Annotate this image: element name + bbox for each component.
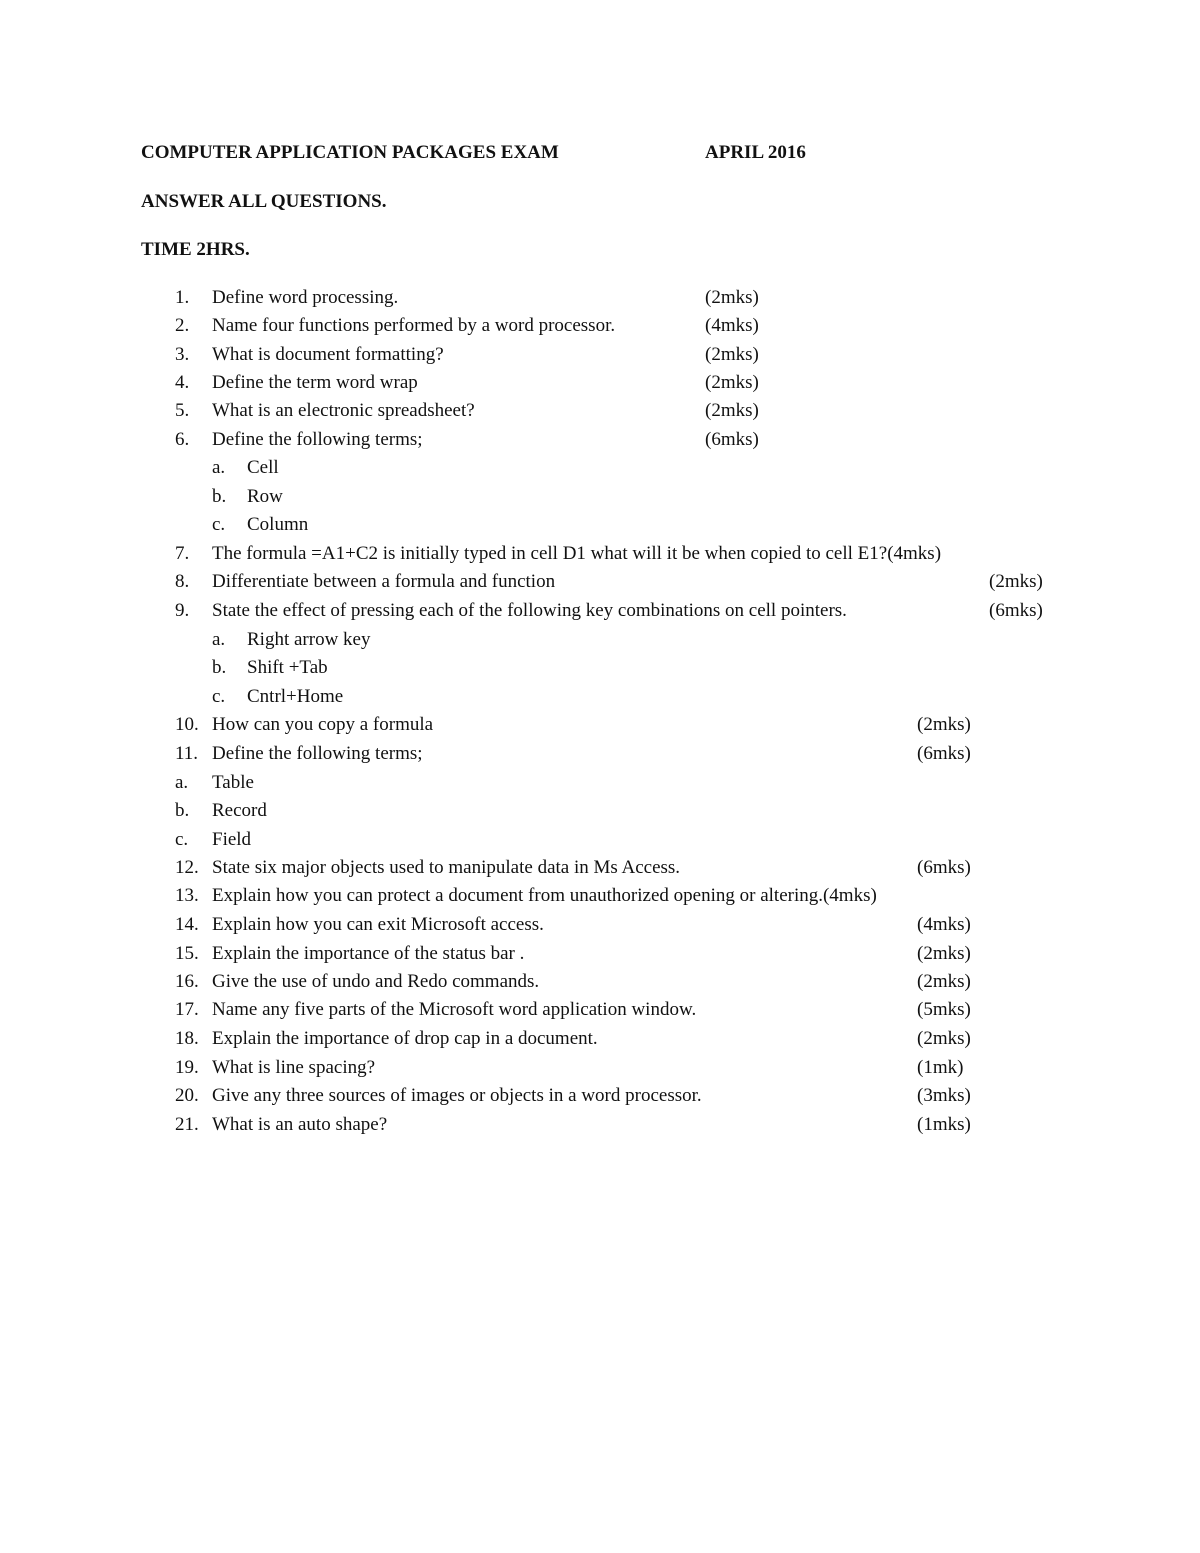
- question-number: 4.: [175, 372, 190, 393]
- question-number: 1.: [175, 287, 190, 308]
- question-marks: (6mks): [989, 600, 1043, 621]
- sub-item-letter: b.: [212, 486, 227, 507]
- question-text: What is an auto shape?: [212, 1114, 388, 1135]
- sub-item-letter: c.: [212, 514, 226, 535]
- question-text: Give any three sources of images or objects in a word processor.: [212, 1085, 702, 1106]
- sub-item-text: Cntrl+Home: [247, 686, 344, 707]
- question-text: What is document formatting?: [212, 344, 444, 365]
- sub-item-letter: a.: [175, 772, 189, 793]
- exam-date: APRIL 2016: [705, 142, 806, 163]
- question-marks: (2mks): [705, 344, 759, 365]
- question-text: Differentiate between a formula and function: [212, 571, 556, 592]
- question-marks: (2mks): [705, 287, 759, 308]
- question-number: 16.: [175, 971, 199, 992]
- sub-item-text: Row: [247, 486, 283, 507]
- question-marks: (2mks): [917, 714, 971, 735]
- question-number: 5.: [175, 400, 190, 421]
- question-marks: (6mks): [705, 429, 759, 450]
- question-text: How can you copy a formula: [212, 714, 434, 735]
- sub-item-text: Field: [212, 829, 252, 850]
- sub-item-letter: c.: [212, 686, 226, 707]
- question-text: Explain the importance of drop cap in a document.: [212, 1028, 598, 1049]
- question-number: 9.: [175, 600, 190, 621]
- sub-item-text: Shift +Tab: [247, 657, 328, 678]
- question-number: 11.: [175, 743, 199, 764]
- question-number: 15.: [175, 943, 199, 964]
- question-marks: (6mks): [917, 857, 971, 878]
- question-number: 8.: [175, 571, 190, 592]
- sub-item-letter: a.: [212, 629, 226, 650]
- question-number: 3.: [175, 344, 190, 365]
- question-number: 18.: [175, 1028, 199, 1049]
- question-text: Explain how you can protect a document from unauthorized opening or altering.(4mks): [212, 885, 877, 906]
- question-marks: (3mks): [917, 1085, 971, 1106]
- question-marks: (2mks): [705, 400, 759, 421]
- question-number: 2.: [175, 315, 190, 336]
- question-number: 19.: [175, 1057, 199, 1078]
- question-text: Name any five parts of the Microsoft word application window.: [212, 999, 697, 1020]
- question-text: State the effect of pressing each of the following key combinations on cell pointers.: [212, 600, 847, 621]
- question-text: Give the use of undo and Redo commands.: [212, 971, 540, 992]
- question-text: What is an electronic spreadsheet?: [212, 400, 475, 421]
- question-text: Name four functions performed by a word processor.: [212, 315, 616, 336]
- sub-item-letter: b.: [175, 800, 190, 821]
- question-number: 10.: [175, 714, 199, 735]
- sub-item-text: Column: [247, 514, 309, 535]
- question-number: 7.: [175, 543, 190, 564]
- exam-title: COMPUTER APPLICATION PACKAGES EXAM: [141, 142, 559, 163]
- question-marks: (5mks): [917, 999, 971, 1020]
- question-text: Define the following terms;: [212, 743, 423, 764]
- sub-item-text: Cell: [247, 457, 279, 478]
- question-number: 21.: [175, 1114, 199, 1135]
- sub-item-letter: b.: [212, 657, 227, 678]
- question-number: 14.: [175, 914, 199, 935]
- question-text: Define the following terms;: [212, 429, 423, 450]
- question-marks: (2mks): [917, 1028, 971, 1049]
- question-number: 6.: [175, 429, 190, 450]
- question-number: 13.: [175, 885, 199, 906]
- question-number: 17.: [175, 999, 199, 1020]
- exam-time: TIME 2HRS.: [141, 239, 250, 260]
- question-marks: (1mk): [917, 1057, 964, 1078]
- question-marks: (2mks): [917, 971, 971, 992]
- question-text: Define the term word wrap: [212, 372, 418, 393]
- question-text: Define word processing.: [212, 287, 399, 308]
- question-text: Explain how you can exit Microsoft access.: [212, 914, 544, 935]
- exam-instruction: ANSWER ALL QUESTIONS.: [141, 191, 387, 212]
- question-marks: (6mks): [917, 743, 971, 764]
- sub-item-text: Table: [212, 772, 254, 793]
- question-marks: (2mks): [917, 943, 971, 964]
- question-text: State six major objects used to manipulate data in Ms Access.: [212, 857, 681, 878]
- question-text: Explain the importance of the status bar .: [212, 943, 525, 964]
- sub-item-letter: c.: [175, 829, 189, 850]
- question-number: 12.: [175, 857, 199, 878]
- question-marks: (2mks): [705, 372, 759, 393]
- question-number: 20.: [175, 1085, 199, 1106]
- sub-item-letter: a.: [212, 457, 226, 478]
- question-marks: (4mks): [917, 914, 971, 935]
- question-text: What is line spacing?: [212, 1057, 376, 1078]
- sub-item-text: Right arrow key: [247, 629, 371, 650]
- question-marks: (2mks): [989, 571, 1043, 592]
- sub-item-text: Record: [212, 800, 267, 821]
- question-marks: (4mks): [705, 315, 759, 336]
- question-text: The formula =A1+C2 is initially typed in cell D1 what will it be when copied to cell E1?(4mks): [212, 543, 942, 564]
- question-marks: (1mks): [917, 1114, 971, 1135]
